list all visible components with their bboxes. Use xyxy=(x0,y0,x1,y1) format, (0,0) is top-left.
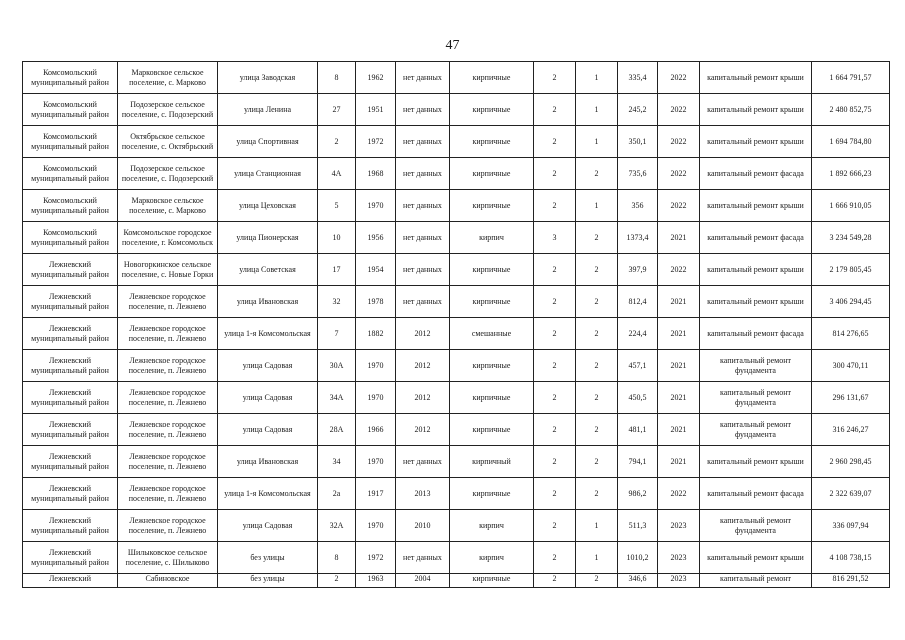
area-cell: 511,3 xyxy=(618,510,658,542)
district-cell: Комсомольский муниципальный район xyxy=(23,126,118,158)
last-repair-year-cell: нет данных xyxy=(396,446,450,478)
construction-year-cell: 1970 xyxy=(356,446,396,478)
construction-year-cell: 1917 xyxy=(356,478,396,510)
cost-cell: 3 234 549,28 xyxy=(812,222,890,254)
cost-cell: 1 892 666,23 xyxy=(812,158,890,190)
district-cell: Лежневский муниципальный район xyxy=(23,254,118,286)
work-type-cell: капитальный ремонт фасада xyxy=(700,318,812,350)
planned-year-cell: 2023 xyxy=(658,574,700,588)
floors-cell: 2 xyxy=(534,190,576,222)
work-type-cell: капитальный ремонт крыши xyxy=(700,94,812,126)
entrances-cell: 2 xyxy=(576,382,618,414)
district-cell: Лежневский муниципальный район xyxy=(23,350,118,382)
settlement-cell: Лежневское городское поселение, п. Лежнево xyxy=(118,510,218,542)
planned-year-cell: 2021 xyxy=(658,350,700,382)
floors-cell: 2 xyxy=(534,318,576,350)
wall-material-cell: кирпичные xyxy=(450,254,534,286)
settlement-cell: Лежневское городское поселение, п. Лежнево xyxy=(118,286,218,318)
work-type-cell: капитальный ремонт крыши xyxy=(700,446,812,478)
house-number-cell: 17 xyxy=(318,254,356,286)
planned-year-cell: 2021 xyxy=(658,414,700,446)
work-type-cell: капитальный ремонт xyxy=(700,574,812,588)
area-cell: 481,1 xyxy=(618,414,658,446)
planned-year-cell: 2021 xyxy=(658,286,700,318)
district-cell: Лежневский муниципальный район xyxy=(23,318,118,350)
street-cell: улица Советская xyxy=(218,254,318,286)
street-cell: улица Заводская xyxy=(218,62,318,94)
floors-cell: 2 xyxy=(534,126,576,158)
planned-year-cell: 2022 xyxy=(658,478,700,510)
planned-year-cell: 2023 xyxy=(658,542,700,574)
area-cell: 986,2 xyxy=(618,478,658,510)
district-cell: Комсомольский муниципальный район xyxy=(23,222,118,254)
wall-material-cell: кирпичные xyxy=(450,94,534,126)
planned-year-cell: 2022 xyxy=(658,94,700,126)
house-number-cell: 32 xyxy=(318,286,356,318)
settlement-cell: Лежневское городское поселение, п. Лежнево xyxy=(118,446,218,478)
entrances-cell: 2 xyxy=(576,318,618,350)
cost-cell: 316 246,27 xyxy=(812,414,890,446)
settlement-cell: Сабиновское xyxy=(118,574,218,588)
wall-material-cell: кирпичные xyxy=(450,158,534,190)
wall-material-cell: кирпичные xyxy=(450,286,534,318)
cost-cell: 816 291,52 xyxy=(812,574,890,588)
entrances-cell: 1 xyxy=(576,190,618,222)
street-cell: улица Станционная xyxy=(218,158,318,190)
floors-cell: 2 xyxy=(534,158,576,190)
planned-year-cell: 2021 xyxy=(658,446,700,478)
table-row xyxy=(23,190,890,222)
last-repair-year-cell: 2010 xyxy=(396,510,450,542)
settlement-cell: Октябрьское сельское поселение, с. Октябрьский xyxy=(118,126,218,158)
entrances-cell: 2 xyxy=(576,446,618,478)
table-row xyxy=(23,382,890,414)
house-number-cell: 2а xyxy=(318,478,356,510)
district-cell: Лежневский xyxy=(23,574,118,588)
district-cell: Лежневский муниципальный район xyxy=(23,382,118,414)
wall-material-cell: кирпичные xyxy=(450,574,534,588)
district-cell: Комсомольский муниципальный район xyxy=(23,62,118,94)
entrances-cell: 1 xyxy=(576,510,618,542)
street-cell: улица Садовая xyxy=(218,414,318,446)
street-cell: улица Спортивная xyxy=(218,126,318,158)
house-number-cell: 28А xyxy=(318,414,356,446)
table-row xyxy=(23,542,890,574)
entrances-cell: 2 xyxy=(576,286,618,318)
entrances-cell: 2 xyxy=(576,222,618,254)
entrances-cell: 1 xyxy=(576,542,618,574)
work-type-cell: капитальный ремонт крыши xyxy=(700,190,812,222)
house-number-cell: 10 xyxy=(318,222,356,254)
floors-cell: 3 xyxy=(534,222,576,254)
area-cell: 397,9 xyxy=(618,254,658,286)
district-cell: Комсомольский муниципальный район xyxy=(23,190,118,222)
settlement-cell: Лежневское городское поселение, п. Лежнево xyxy=(118,382,218,414)
house-number-cell: 27 xyxy=(318,94,356,126)
planned-year-cell: 2022 xyxy=(658,158,700,190)
table-row xyxy=(23,574,890,588)
cost-cell: 296 131,67 xyxy=(812,382,890,414)
cost-cell: 1 694 784,80 xyxy=(812,126,890,158)
table-row xyxy=(23,158,890,190)
district-cell: Комсомольский муниципальный район xyxy=(23,94,118,126)
last-repair-year-cell: 2013 xyxy=(396,478,450,510)
last-repair-year-cell: 2012 xyxy=(396,318,450,350)
area-cell: 350,1 xyxy=(618,126,658,158)
floors-cell: 2 xyxy=(534,446,576,478)
district-cell: Лежневский муниципальный район xyxy=(23,286,118,318)
area-cell: 335,4 xyxy=(618,62,658,94)
work-type-cell: капитальный ремонт фундамента xyxy=(700,510,812,542)
floors-cell: 2 xyxy=(534,478,576,510)
area-cell: 735,6 xyxy=(618,158,658,190)
entrances-cell: 1 xyxy=(576,94,618,126)
last-repair-year-cell: нет данных xyxy=(396,542,450,574)
construction-year-cell: 1951 xyxy=(356,94,396,126)
cost-cell: 4 108 738,15 xyxy=(812,542,890,574)
area-cell: 245,2 xyxy=(618,94,658,126)
house-number-cell: 34 xyxy=(318,446,356,478)
work-type-cell: капитальный ремонт фасада xyxy=(700,478,812,510)
cost-cell: 2 480 852,75 xyxy=(812,94,890,126)
work-type-cell: капитальный ремонт фундамента xyxy=(700,382,812,414)
settlement-cell: Подозерское сельское поселение, с. Подозерский xyxy=(118,158,218,190)
area-cell: 1010,2 xyxy=(618,542,658,574)
page-number: 47 xyxy=(445,38,460,53)
house-number-cell: 2 xyxy=(318,574,356,588)
wall-material-cell: кирпичные xyxy=(450,126,534,158)
floors-cell: 2 xyxy=(534,382,576,414)
entrances-cell: 2 xyxy=(576,350,618,382)
entrances-cell: 2 xyxy=(576,414,618,446)
wall-material-cell: кирпич xyxy=(450,542,534,574)
floors-cell: 2 xyxy=(534,254,576,286)
entrances-cell: 2 xyxy=(576,254,618,286)
street-cell: улица 1-я Комсомольская xyxy=(218,478,318,510)
street-cell: улица Ленина xyxy=(218,94,318,126)
last-repair-year-cell: нет данных xyxy=(396,126,450,158)
settlement-cell: Подозерское сельское поселение, с. Подозерский xyxy=(118,94,218,126)
cost-cell: 3 406 294,45 xyxy=(812,286,890,318)
wall-material-cell: кирпич xyxy=(450,222,534,254)
wall-material-cell: кирпичные xyxy=(450,62,534,94)
cost-cell: 814 276,65 xyxy=(812,318,890,350)
wall-material-cell: кирпичные xyxy=(450,190,534,222)
house-number-cell: 5 xyxy=(318,190,356,222)
work-type-cell: капитальный ремонт фундамента xyxy=(700,414,812,446)
area-cell: 224,4 xyxy=(618,318,658,350)
house-number-cell: 7 xyxy=(318,318,356,350)
area-cell: 356 xyxy=(618,190,658,222)
settlement-cell: Марковское сельское поселение, с. Марково xyxy=(118,62,218,94)
entrances-cell: 2 xyxy=(576,478,618,510)
planned-year-cell: 2022 xyxy=(658,126,700,158)
work-type-cell: капитальный ремонт крыши xyxy=(700,126,812,158)
work-type-cell: капитальный ремонт крыши xyxy=(700,542,812,574)
floors-cell: 2 xyxy=(534,94,576,126)
last-repair-year-cell: нет данных xyxy=(396,158,450,190)
street-cell: без улицы xyxy=(218,542,318,574)
planned-year-cell: 2022 xyxy=(658,254,700,286)
cost-cell: 1 666 910,05 xyxy=(812,190,890,222)
settlement-cell: Лежневское городское поселение, п. Лежнево xyxy=(118,318,218,350)
table-row xyxy=(23,446,890,478)
settlement-cell: Шилыковское сельское поселение, с. Шилыково xyxy=(118,542,218,574)
construction-year-cell: 1882 xyxy=(356,318,396,350)
last-repair-year-cell: 2012 xyxy=(396,414,450,446)
floors-cell: 2 xyxy=(534,542,576,574)
house-number-cell: 32А xyxy=(318,510,356,542)
wall-material-cell: кирпич xyxy=(450,510,534,542)
wall-material-cell: кирпичные xyxy=(450,350,534,382)
entrances-cell: 2 xyxy=(576,574,618,588)
settlement-cell: Марковское сельское поселение, с. Марково xyxy=(118,190,218,222)
work-type-cell: капитальный ремонт фасада xyxy=(700,158,812,190)
floors-cell: 2 xyxy=(534,574,576,588)
district-cell: Лежневский муниципальный район xyxy=(23,414,118,446)
street-cell: улица Цеховская xyxy=(218,190,318,222)
house-number-cell: 8 xyxy=(318,62,356,94)
area-cell: 450,5 xyxy=(618,382,658,414)
district-cell: Комсомольский муниципальный район xyxy=(23,158,118,190)
cost-cell: 336 097,94 xyxy=(812,510,890,542)
floors-cell: 2 xyxy=(534,510,576,542)
construction-year-cell: 1966 xyxy=(356,414,396,446)
area-cell: 794,1 xyxy=(618,446,658,478)
street-cell: улица Пионерская xyxy=(218,222,318,254)
settlement-cell: Лежневское городское поселение, п. Лежнево xyxy=(118,414,218,446)
planned-year-cell: 2022 xyxy=(658,190,700,222)
table-row xyxy=(23,62,890,94)
table-row xyxy=(23,318,890,350)
area-cell: 457,1 xyxy=(618,350,658,382)
construction-year-cell: 1970 xyxy=(356,350,396,382)
table-row xyxy=(23,478,890,510)
planned-year-cell: 2022 xyxy=(658,62,700,94)
cost-cell: 300 470,11 xyxy=(812,350,890,382)
entrances-cell: 2 xyxy=(576,158,618,190)
planned-year-cell: 2021 xyxy=(658,222,700,254)
construction-year-cell: 1962 xyxy=(356,62,396,94)
floors-cell: 2 xyxy=(534,414,576,446)
table-row xyxy=(23,414,890,446)
table-row xyxy=(23,510,890,542)
construction-year-cell: 1972 xyxy=(356,126,396,158)
floors-cell: 2 xyxy=(534,350,576,382)
planned-year-cell: 2021 xyxy=(658,382,700,414)
house-number-cell: 2 xyxy=(318,126,356,158)
street-cell: улица Ивановская xyxy=(218,446,318,478)
district-cell: Лежневский муниципальный район xyxy=(23,510,118,542)
construction-year-cell: 1963 xyxy=(356,574,396,588)
wall-material-cell: кирпичные xyxy=(450,478,534,510)
last-repair-year-cell: нет данных xyxy=(396,222,450,254)
work-type-cell: капитальный ремонт крыши xyxy=(700,254,812,286)
settlement-cell: Комсомольское городское поселение, г. Комсомольск xyxy=(118,222,218,254)
construction-year-cell: 1954 xyxy=(356,254,396,286)
table-row xyxy=(23,222,890,254)
street-cell: улица 1-я Комсомольская xyxy=(218,318,318,350)
floors-cell: 2 xyxy=(534,286,576,318)
cost-cell: 2 960 298,45 xyxy=(812,446,890,478)
construction-year-cell: 1970 xyxy=(356,190,396,222)
last-repair-year-cell: нет данных xyxy=(396,286,450,318)
last-repair-year-cell: 2012 xyxy=(396,382,450,414)
settlement-cell: Лежневское городское поселение, п. Лежнево xyxy=(118,350,218,382)
wall-material-cell: кирпичный xyxy=(450,446,534,478)
entrances-cell: 1 xyxy=(576,126,618,158)
wall-material-cell: кирпичные xyxy=(450,414,534,446)
last-repair-year-cell: нет данных xyxy=(396,62,450,94)
work-type-cell: капитальный ремонт фундамента xyxy=(700,350,812,382)
construction-year-cell: 1968 xyxy=(356,158,396,190)
last-repair-year-cell: 2004 xyxy=(396,574,450,588)
work-type-cell: капитальный ремонт фасада xyxy=(700,222,812,254)
table-row xyxy=(23,94,890,126)
planned-year-cell: 2023 xyxy=(658,510,700,542)
work-type-cell: капитальный ремонт крыши xyxy=(700,286,812,318)
house-number-cell: 34А xyxy=(318,382,356,414)
district-cell: Лежневский муниципальный район xyxy=(23,542,118,574)
street-cell: улица Садовая xyxy=(218,510,318,542)
area-cell: 1373,4 xyxy=(618,222,658,254)
last-repair-year-cell: 2012 xyxy=(396,350,450,382)
cost-cell: 2 322 639,07 xyxy=(812,478,890,510)
construction-year-cell: 1970 xyxy=(356,382,396,414)
last-repair-year-cell: нет данных xyxy=(396,94,450,126)
entrances-cell: 1 xyxy=(576,62,618,94)
table-row xyxy=(23,350,890,382)
area-cell: 812,4 xyxy=(618,286,658,318)
construction-year-cell: 1970 xyxy=(356,510,396,542)
house-number-cell: 8 xyxy=(318,542,356,574)
cost-cell: 2 179 805,45 xyxy=(812,254,890,286)
cost-cell: 1 664 791,57 xyxy=(812,62,890,94)
table-row xyxy=(23,286,890,318)
area-cell: 346,6 xyxy=(618,574,658,588)
district-cell: Лежневский муниципальный район xyxy=(23,446,118,478)
district-cell: Лежневский муниципальный район xyxy=(23,478,118,510)
table-row xyxy=(23,254,890,286)
last-repair-year-cell: нет данных xyxy=(396,254,450,286)
work-type-cell: капитальный ремонт крыши xyxy=(700,62,812,94)
street-cell: без улицы xyxy=(218,574,318,588)
floors-cell: 2 xyxy=(534,62,576,94)
house-number-cell: 30А xyxy=(318,350,356,382)
street-cell: улица Садовая xyxy=(218,350,318,382)
planned-year-cell: 2021 xyxy=(658,318,700,350)
last-repair-year-cell: нет данных xyxy=(396,190,450,222)
construction-year-cell: 1972 xyxy=(356,542,396,574)
wall-material-cell: смешанные xyxy=(450,318,534,350)
settlement-cell: Лежневское городское поселение, п. Лежнево xyxy=(118,478,218,510)
wall-material-cell: кирпичные xyxy=(450,382,534,414)
street-cell: улица Ивановская xyxy=(218,286,318,318)
housing-repair-table xyxy=(22,61,890,588)
settlement-cell: Новогоркинское сельское поселение, с. Новые Горки xyxy=(118,254,218,286)
table-row xyxy=(23,126,890,158)
house-number-cell: 4А xyxy=(318,158,356,190)
construction-year-cell: 1956 xyxy=(356,222,396,254)
construction-year-cell: 1978 xyxy=(356,286,396,318)
street-cell: улица Садовая xyxy=(218,382,318,414)
